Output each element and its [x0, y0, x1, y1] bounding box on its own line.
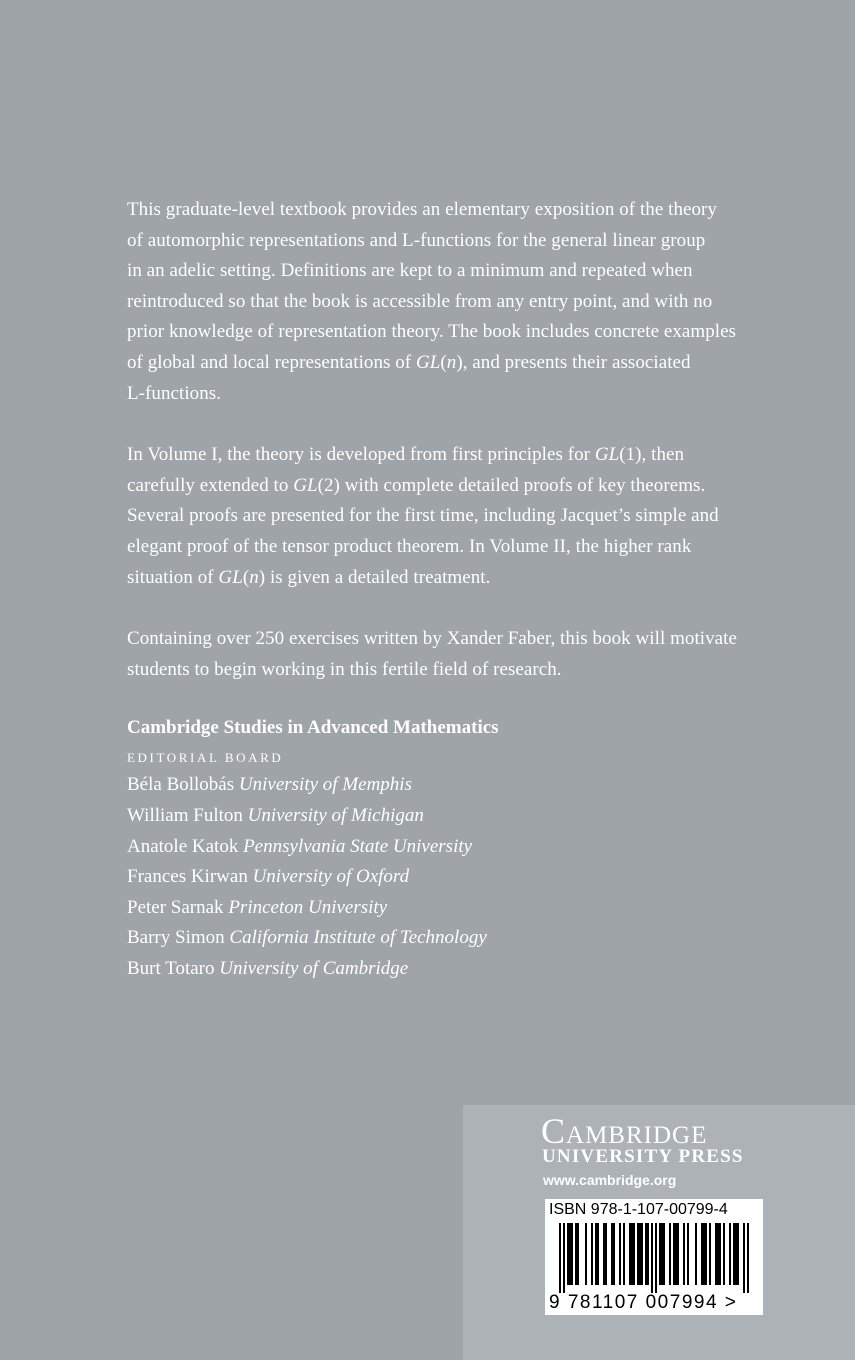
- series-title: Cambridge Studies in Advanced Mathematics: [127, 717, 499, 739]
- board-member: [127, 893, 817, 924]
- barcode-bar: [639, 1223, 641, 1285]
- member-name: Burt Totaro: [127, 957, 215, 979]
- text-line: This graduate-level textbook provides an elementary exposition of the theory: [127, 199, 717, 220]
- text-line: of automorphic representations and L-functions for the general linear group: [127, 229, 706, 251]
- text-line: reintroduced so that the book is accessible from any entry point, and with no: [127, 290, 713, 312]
- barcode-bar: [577, 1223, 579, 1285]
- math-symbol: GL: [218, 566, 243, 588]
- barcode-bar: [591, 1223, 593, 1285]
- text-line: students to begin working in this fertile field of research.: [127, 658, 562, 680]
- barcode-bar: [611, 1223, 613, 1285]
- text-line: situation of GL(n) is given a detailed treatment.: [127, 566, 491, 588]
- barcode-bar: [733, 1223, 735, 1285]
- isbn-number: ISBN 978-1-107-00799-4: [549, 1201, 728, 1218]
- barcode-bar: [705, 1223, 707, 1285]
- barcode-bar: [717, 1223, 719, 1285]
- member-affiliation: University of Memphis: [238, 774, 412, 796]
- barcode-bar: [703, 1223, 705, 1285]
- barcode-bar: [651, 1223, 653, 1293]
- member-name: Anatole Katok: [127, 835, 239, 857]
- barcode-bar: [605, 1223, 607, 1285]
- barcode-bar: [597, 1223, 599, 1285]
- blurb-paragraph-3: [127, 624, 817, 685]
- text-line: of global and local representations of GL(n), and presents their associated: [127, 351, 691, 373]
- barcode-bar: [655, 1223, 657, 1293]
- member-affiliation: Princeton University: [228, 896, 388, 918]
- member-name: Peter Sarnak: [127, 896, 224, 918]
- barcode-bar: [631, 1223, 633, 1285]
- barcode-bar: [637, 1223, 639, 1285]
- editorial-board-list: [127, 770, 817, 984]
- barcode-bar: [695, 1223, 697, 1285]
- editorial-board-label: EDITORIAL BOARD: [127, 750, 284, 766]
- barcode-bar: [735, 1223, 737, 1285]
- barcode-bar: [569, 1223, 571, 1285]
- member-name: Frances Kirwan: [127, 866, 248, 888]
- member-name: William Fulton: [127, 804, 243, 826]
- barcode-bar: [559, 1223, 561, 1293]
- back-cover-content: [127, 195, 817, 984]
- text-line: L-functions.: [127, 382, 221, 404]
- publisher-subtitle: UNIVERSITY PRESS: [542, 1146, 744, 1167]
- board-member: [127, 862, 817, 893]
- member-affiliation: University of Oxford: [252, 866, 410, 888]
- barcode-bar: [603, 1223, 605, 1285]
- barcode-bar: [659, 1223, 661, 1285]
- barcode-bar: [747, 1223, 749, 1293]
- board-member: [127, 954, 817, 985]
- text-line: in an adelic setting. Definitions are kept to a minimum and repeated when: [127, 260, 693, 282]
- math-symbol: n: [446, 351, 457, 373]
- text-line: carefully extended to GL(2) with complete detailed proofs of key theorems.: [127, 474, 706, 496]
- blurb-paragraph-2: [127, 440, 817, 593]
- member-name: Béla Bollobás: [127, 774, 235, 796]
- math-symbol: GL: [594, 444, 620, 466]
- math-symbol: n: [249, 566, 259, 588]
- barcode-bar: [701, 1223, 703, 1285]
- barcode-bar: [645, 1223, 647, 1285]
- barcode-digits: 9 781107 007994 >: [549, 1292, 738, 1313]
- barcode-bar: [613, 1223, 615, 1285]
- barcode-bar: [675, 1223, 677, 1285]
- text-line: Containing over 250 exercises written by Xander Faber, this book will motivate: [127, 628, 737, 650]
- text-line: elegant proof of the tensor product theorem. In Volume II, the higher rank: [127, 535, 692, 557]
- barcode-bar: [567, 1223, 569, 1285]
- board-member: [127, 832, 817, 863]
- publisher-url: www.cambridge.org: [543, 1172, 677, 1188]
- board-member: [127, 770, 817, 801]
- barcode-bar: [619, 1223, 621, 1285]
- barcode-bar: [595, 1223, 597, 1285]
- barcode-bar: [677, 1223, 679, 1285]
- barcode-bar: [673, 1223, 675, 1285]
- barcode-bar: [687, 1223, 689, 1285]
- barcode-bar: [737, 1223, 739, 1285]
- barcode-bar: [683, 1223, 685, 1285]
- text-line: In Volume I, the theory is developed from first principles for GL(1), then: [127, 444, 685, 466]
- board-member: [127, 801, 817, 832]
- barcode-bar: [715, 1223, 717, 1285]
- barcode-bar: [633, 1223, 635, 1285]
- member-affiliation: University of Michigan: [247, 804, 424, 826]
- publisher-panel: [463, 1105, 855, 1360]
- math-symbol: GL: [293, 474, 318, 496]
- math-symbol: GL: [415, 351, 441, 373]
- barcode-icon: [545, 1221, 763, 1293]
- text-line: Several proofs are presented for the first time, including Jacquet’s simple and: [127, 505, 719, 527]
- member-name: Barry Simon: [127, 927, 225, 949]
- barcode-bar: [719, 1223, 721, 1285]
- barcode-bar: [575, 1223, 577, 1285]
- barcode-bar: [563, 1223, 565, 1293]
- barcode-bar: [743, 1223, 745, 1293]
- isbn-barcode-block: [545, 1199, 763, 1315]
- barcode-bar: [661, 1223, 663, 1285]
- barcode-bar: [641, 1223, 643, 1285]
- member-affiliation: Pennsylvania State University: [243, 835, 473, 857]
- barcode-bar: [571, 1223, 573, 1285]
- barcode-bar: [723, 1223, 725, 1285]
- board-member: [127, 923, 817, 954]
- blurb-paragraph-1: [127, 195, 817, 409]
- barcode-bar: [709, 1223, 711, 1285]
- member-affiliation: University of Cambridge: [219, 957, 409, 979]
- publisher-name: Cambridge: [541, 1111, 708, 1151]
- barcode-bar: [585, 1223, 587, 1285]
- text-line: prior knowledge of representation theory. The book includes concrete examples: [127, 321, 737, 343]
- barcode-bar: [647, 1223, 649, 1285]
- barcode-bar: [629, 1223, 631, 1285]
- barcode-bar: [623, 1223, 625, 1285]
- member-affiliation: California Institute of Technology: [229, 927, 487, 949]
- barcode-bar: [669, 1223, 671, 1285]
- barcode-bar: [663, 1223, 665, 1285]
- barcode-bar: [729, 1223, 731, 1285]
